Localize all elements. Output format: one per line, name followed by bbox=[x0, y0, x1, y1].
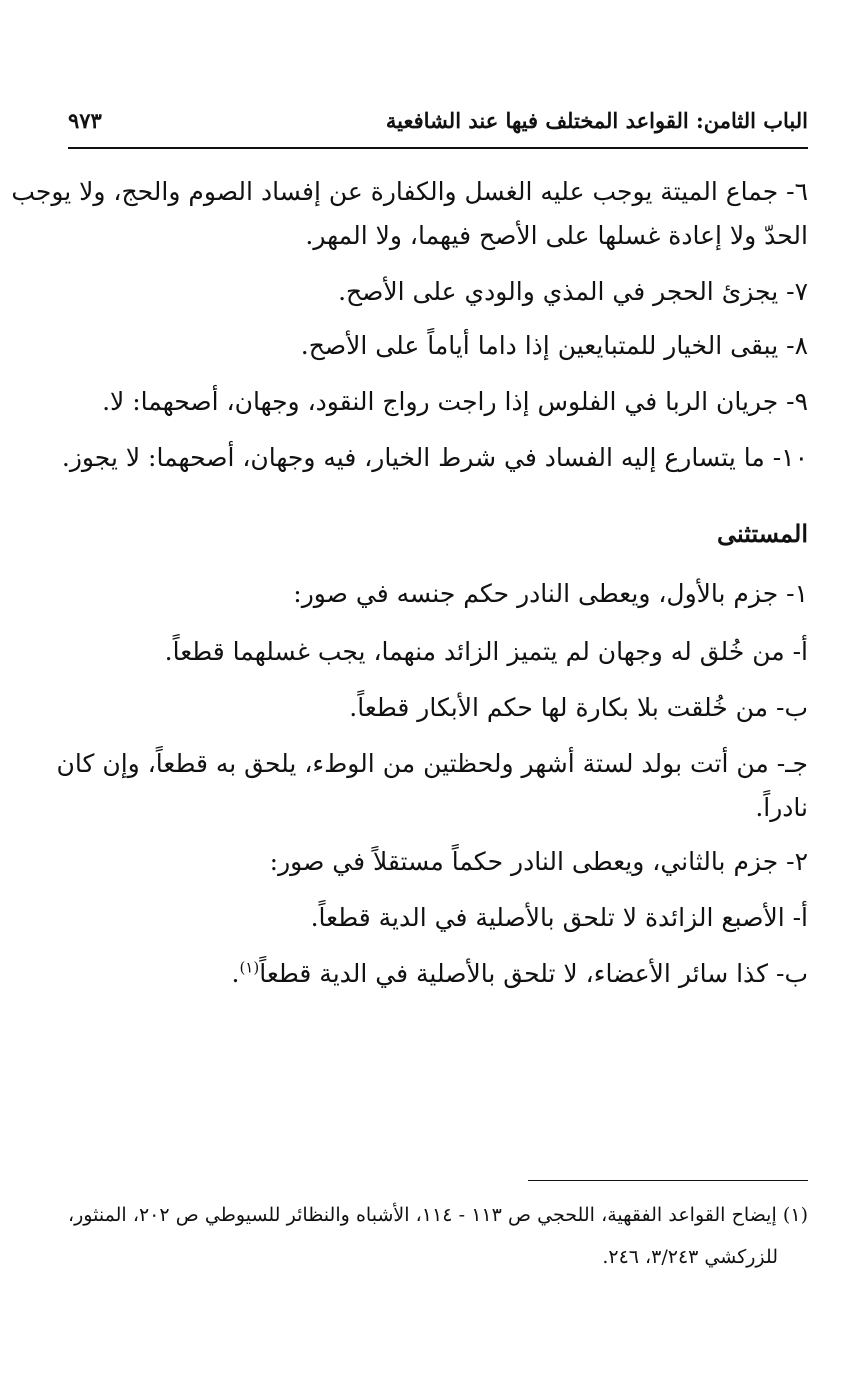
page-header bbox=[68, 100, 808, 140]
item-9: ٩- جريان الربا في الفلوس إذا راجت رواج النقود، وجهان، أصحهما: لا. bbox=[102, 387, 808, 416]
group-2-item-b bbox=[68, 952, 808, 996]
group-1-item-c-line-1: جـ- من أتت بولد لستة أشهر ولحظتين من الوطء، يلحق به قطعاً، وإن كان bbox=[56, 749, 808, 778]
group-1-heading: ١- جزم بالأول، ويعطى النادر حكم جنسه في صور: bbox=[293, 579, 808, 608]
item-6-line-2: الحدّ ولا إعادة غسلها على الأصح فيهما، ولا المهر. bbox=[305, 221, 808, 250]
group-2-item-b-end: . bbox=[231, 959, 240, 988]
header-rule bbox=[68, 147, 808, 149]
group-1-item-a: أ- من خُلق له وجهان لم يتميز الزائد منهما، يجب غسلهما قطعاً. bbox=[164, 637, 808, 666]
group-2-heading: ٢- جزم بالثاني، ويعطى النادر حكماً مستقلاً في صور: bbox=[269, 847, 808, 876]
item-8: ٨- يبقى الخيار للمتبايعين إذا داما أياماً على الأصح. bbox=[300, 331, 808, 360]
group-1-item-c-line-2: نادراً. bbox=[755, 793, 808, 822]
footnote-rule bbox=[528, 1180, 808, 1181]
item-6-line-1: ٦- جماع الميتة يوجب عليه الغسل والكفارة عن إفساد الصوم والحج، ولا يوجب bbox=[11, 177, 808, 206]
footnote-marker[interactable]: (١) bbox=[239, 958, 260, 977]
page-number: ٩٧٣ bbox=[68, 107, 102, 133]
item-10: ١٠- ما يتسارع إليه الفساد في شرط الخيار، فيه وجهان، أصحهما: لا يجوز. bbox=[61, 443, 808, 472]
group-2-item-b-text: ب- كذا سائر الأعضاء، لا تلحق بالأصلية في الدية قطعاً bbox=[259, 959, 808, 988]
running-title: الباب الثامن: القواعد المختلف فيها عند الشافعية bbox=[385, 107, 808, 133]
footnote-line-1: (١) إيضاح القواعد الفقهية، اللحجي ص ١١٣ - ١١٤، الأشباه والنظائر للسيوطي ص ٢٠٢، المنثور، bbox=[68, 1204, 808, 1226]
group-1-item-b: ب- من خُلقت بلا بكارة لها حكم الأبكار قطعاً. bbox=[349, 693, 808, 722]
section-title: المستثنى bbox=[717, 519, 808, 548]
book-page bbox=[11, 0, 808, 1389]
item-7: ٧- يجزئ الحجر في المذي والودي على الأصح. bbox=[338, 277, 808, 306]
footnote-line-2: للزركشي ٣/٢٤٣، ٢٤٦. bbox=[602, 1246, 778, 1268]
group-2-item-a: أ- الأصبع الزائدة لا تلحق بالأصلية في الدية قطعاً. bbox=[310, 903, 808, 932]
